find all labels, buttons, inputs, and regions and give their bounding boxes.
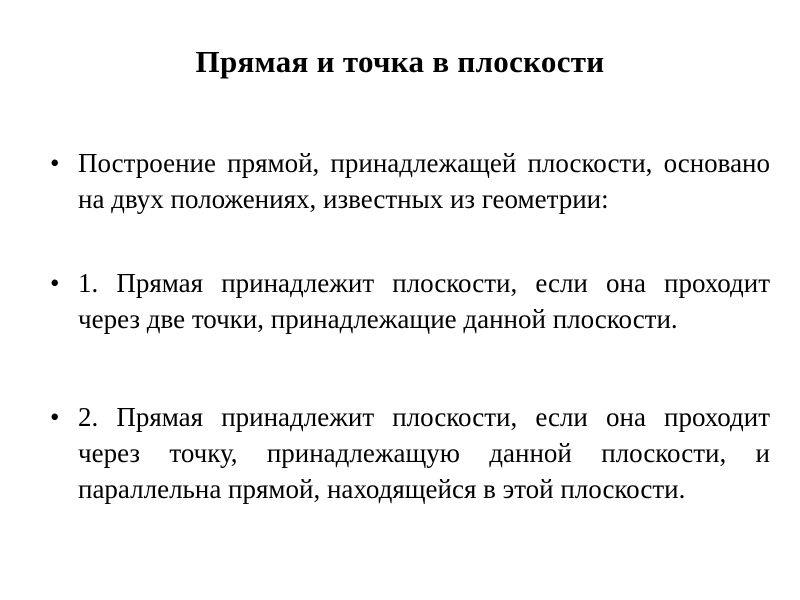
bullet-item-intro [50,145,770,217]
bullet-marker: • [50,268,60,298]
bullet-item-rule-2 [50,399,770,507]
bullet-marker: • [50,148,60,178]
slide-title: Прямая и точка в плоскости [195,44,605,79]
bullet-text: 2. Прямая принадлежит плоскости, если она проходит через точку, принадлежащую данной плоскости, и параллельна прямой, находящейся в этой плоскости. [78,402,770,504]
bullet-text: Построение прямой, принадлежащей плоскости, основано на двух положениях, известных из геометрии: [78,148,770,214]
bullet-item-rule-1 [50,265,770,337]
bullet-text: 1. Прямая принадлежит плоскости, если она проходит через две точки, принадлежащие данной плоскости. [78,268,770,334]
bullet-marker: • [50,402,60,432]
